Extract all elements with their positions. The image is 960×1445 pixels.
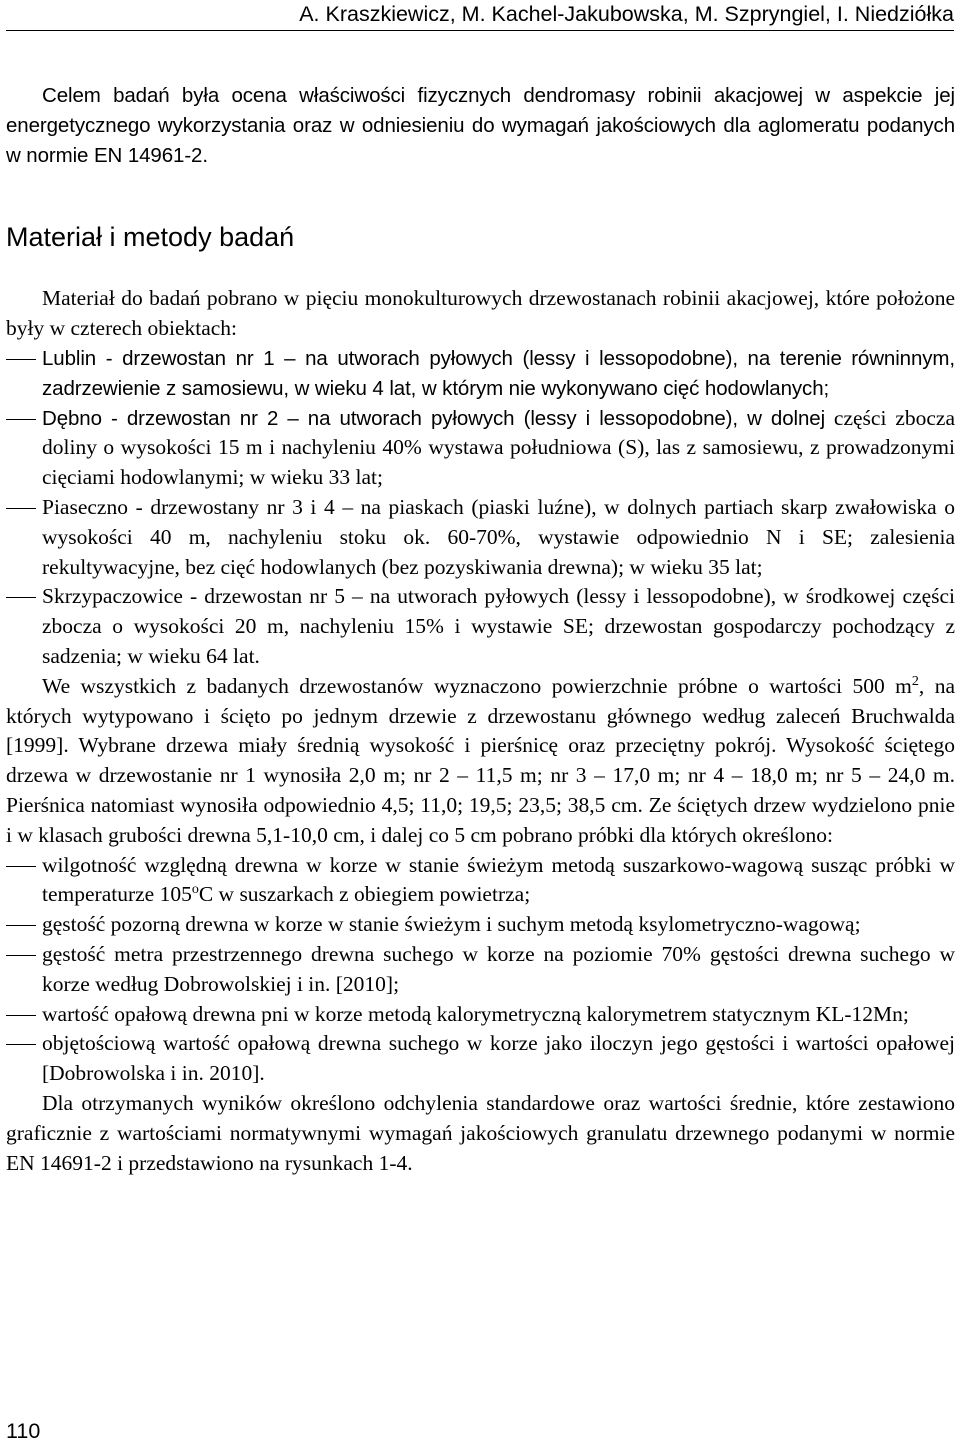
- site-name: Piaseczno - drzewostany nr 3 i 4 – na piaskach (piaski luźne), w dolnych partiach skarp: [42, 494, 828, 519]
- site-description: w środkowej części zbocza o wysokości 20 m, nachyleniu 15% i wystawie SE; drzewostan gospodarczy pochodzący z sadzenia; w wieku 64 lat.: [42, 584, 956, 668]
- site-item-piaseczno: [6, 493, 955, 582]
- page-number: 110: [6, 1419, 41, 1443]
- site-item-debno: [6, 404, 955, 493]
- site-name: Skrzypaczowice - drzewostan nr 5 – na utworach pyłowych (lessy i lessopodobne),: [42, 584, 777, 609]
- measure-text-a: wilgotność względną drewna w korze w stanie świeżym metodą suszarkowo-wagową susząc próbki w temperaturze 105: [42, 852, 955, 907]
- paragraph-results: Dla otrzymanych wyników określono odchylenia standardowe oraz wartości średnie, które zestawiono graficznie z wartościami normatywnymi wymagań jakościowych granulatu drzewnego podanymi w normie EN 14691-2 i przedstawiono na rysunkach 1-4.: [6, 1090, 955, 1175]
- measure-item-volumetric: objętościową wartość opałową drewna suchego w korze jako iloczyn jego gęstości i wartości opałowej [Dobrowolska i in. 2010].: [6, 1029, 955, 1089]
- measure-text-b: C w suszarkach z obiegiem powietrza;: [198, 882, 531, 907]
- site-name: Lublin - drzewostan nr 1 – na utworach pyłowych (lessy i lessopodobne), na terenie: [42, 346, 842, 370]
- site-item-lublin: [6, 344, 955, 404]
- plots-text-b: , na których wytypowano i ścięto po jednym drzewie z drzewostanu głównego według zaleceń Bruchwalda [1999]. Wybrane drzewa miały średnią wysokość i pierśnicę oraz przeciętny pokrój. Wysokość ściętego drzewa w drzewostanie nr 1 wynosiła 2,0 m; nr 2 – 11,5 m; nr 3 – 17,0 m; nr 4 – 18,0 m; nr 5 – 24,0 m. Pierśnica natomiast wynosiła odpowiednio 4,5; 11,0; 19,5; 23,5; 38,5 cm. Ze ściętych drzew wydzielono pnie i w klasach grubości drewna 5,1-10,0 cm, i dalej co 5 cm pobrano próbki dla których określono:: [6, 673, 955, 847]
- site-description: części zbocza doliny o wysokości 15 m i nachyleniu 40% wystawa południowa (S), las z samosiewu, z prowadzonymi cięciami hodowlanymi; w wieku 33 lat;: [42, 405, 955, 490]
- intro-paragraph: Celem badań była ocena właściwości fizycznych dendromasy robinii akacjowej w aspekcie jej energetycznego wykorzystania oraz w odniesieniu do wymagań jakościowych dla aglomeratu podanych w normie EN 14961-2.: [6, 84, 955, 167]
- section-heading: Materiał i metody badań: [6, 222, 295, 253]
- measure-item-moisture: [6, 851, 955, 911]
- site-description: równinnym, zadrzewienie z samosiewu, w wieku 4 lat, w którym nie wykonywano cięć hodowlanych;: [42, 346, 955, 400]
- degree-sup: o: [191, 882, 199, 898]
- measure-item-calorific: wartość opałową drewna pni w korze metodą kalorymetryczną kalorymetrem statycznym KL-12Mn;: [6, 1000, 955, 1030]
- site-description: zwałowiska o wysokości 40 m, nachyleniu stoku ok. 60-70%, wystawie odpowiednio N i SE; zalesienia rekultywacyjne, bez cięć hodowlanych (bez pozyskiwania drewna); w wieku 35 lat;: [42, 494, 956, 579]
- superscript-2: 2: [911, 673, 919, 689]
- sites-list: [6, 344, 955, 672]
- paragraph-plots: [6, 672, 955, 851]
- measure-item-density: gęstość pozorną drewna w korze w stanie świeżym i suchym metodą ksylometryczno-wagową;: [6, 910, 955, 940]
- plots-text-a: We wszystkich z badanych drzewostanów wyznaczono powierzchnie próbne o wartości 500 m: [42, 673, 912, 698]
- running-header: A. Kraszkiewicz, M. Kachel-Jakubowska, M. Szpryngiel, I. Niedziółka: [6, 2, 954, 31]
- measure-item-stacked-density: gęstość metra przestrzennego drewna suchego w korze na poziomie 70% gęstości drewna suchego w korze według Dobrowolskiej i in. [2010];: [6, 940, 955, 1000]
- measurements-list: [6, 851, 955, 1089]
- site-name: Dębno - drzewostan nr 2 – na utworach pyłowych (lessy i lessopodobne), w dolnej: [42, 406, 826, 430]
- paragraph-material: Materiał do badań pobrano w pięciu monokulturowych drzewostanach robinii akacjowej, które położone były w czterech obiektach:: [6, 286, 955, 341]
- site-item-skrzypaczowice: [6, 582, 955, 671]
- body-text: [6, 81, 955, 1178]
